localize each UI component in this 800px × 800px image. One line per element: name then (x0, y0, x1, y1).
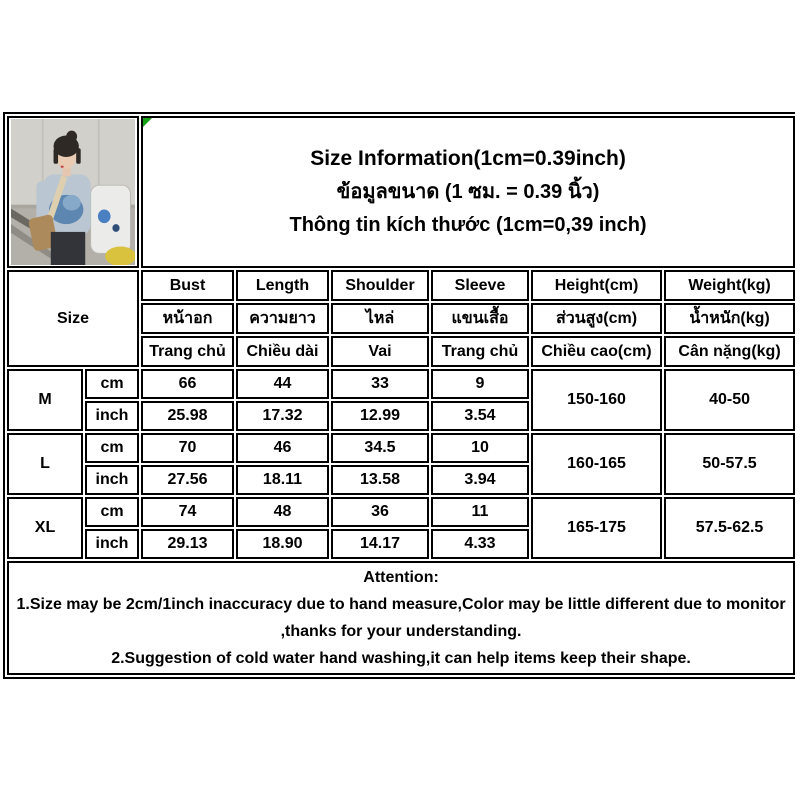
col-header-bust-vi: Trang chủ (141, 336, 234, 367)
cell-xl-length-cm: 48 (236, 497, 329, 527)
cell-xl-shoulder-inch: 14.17 (331, 529, 429, 559)
cell-xl-sleeve-cm: 11 (431, 497, 529, 527)
col-header-weight-th: น้ำหนัก(kg) (664, 303, 795, 334)
col-header-length-vi: Chiều dài (236, 336, 329, 367)
cell-l-height: 160-165 (531, 433, 662, 495)
col-header-sleeve-en: Sleeve (431, 270, 529, 301)
title-thai: ข้อมูลขนาด (1 ซม. = 0.39 นิ้ว) (336, 181, 600, 203)
cell-l-shoulder-inch: 13.58 (331, 465, 429, 495)
title-english: Size Information(1cm=0.39inch) (310, 147, 626, 170)
col-header-height-vi: Chiều cao(cm) (531, 336, 662, 367)
cell-xl-sleeve-inch: 4.33 (431, 529, 529, 559)
cell-l-length-cm: 46 (236, 433, 329, 463)
attention-line-3: 2.Suggestion of cold water hand washing,it can help items keep their shape. (111, 650, 691, 667)
title-vietnamese: Thông tin kích thước (1cm=0,39 inch) (289, 214, 647, 236)
col-header-sleeve-th: แขนเสื้อ (431, 303, 529, 334)
cell-m-sleeve-inch: 3.54 (431, 401, 529, 431)
cell-m-shoulder-inch: 12.99 (331, 401, 429, 431)
cell-xl-bust-inch: 29.13 (141, 529, 234, 559)
cell-m-shoulder-cm: 33 (331, 369, 429, 399)
attention-notes (7, 561, 795, 675)
size-header-cell: Size (7, 270, 139, 367)
attention-line-2: ,thanks for your understanding. (280, 623, 522, 640)
cell-l-sleeve-inch: 3.94 (431, 465, 529, 495)
unit-label-inch: inch (85, 465, 139, 495)
cell-m-bust-inch: 25.98 (141, 401, 234, 431)
col-header-shoulder-en: Shoulder (331, 270, 429, 301)
cell-xl-height: 165-175 (531, 497, 662, 559)
unit-label-inch: inch (85, 401, 139, 431)
col-header-weight-vi: Cân nặng(kg) (664, 336, 795, 367)
title-cell (141, 116, 795, 268)
cell-xl-weight: 57.5-62.5 (664, 497, 795, 559)
size-row-label-l: L (7, 433, 83, 495)
cell-m-length-cm: 44 (236, 369, 329, 399)
col-header-height-th: ส่วนสูง(cm) (531, 303, 662, 334)
unit-label-inch: inch (85, 529, 139, 559)
cell-xl-length-inch: 18.90 (236, 529, 329, 559)
unit-label-cm: cm (85, 369, 139, 399)
product-photo-cell (7, 116, 139, 268)
col-header-shoulder-vi: Vai (331, 336, 429, 367)
unit-label-cm: cm (85, 497, 139, 527)
size-row-label-m: M (7, 369, 83, 431)
size-table (5, 114, 797, 677)
col-header-sleeve-vi: Trang chủ (431, 336, 529, 367)
cell-m-length-inch: 17.32 (236, 401, 329, 431)
attention-heading: Attention: (363, 569, 439, 586)
cell-l-sleeve-cm: 10 (431, 433, 529, 463)
model-photo-illustration (11, 119, 135, 265)
cell-xl-bust-cm: 74 (141, 497, 234, 527)
col-header-length-en: Length (236, 270, 329, 301)
cell-xl-shoulder-cm: 36 (331, 497, 429, 527)
cell-l-shoulder-cm: 34.5 (331, 433, 429, 463)
col-header-height-en: Height(cm) (531, 270, 662, 301)
cell-m-sleeve-cm: 9 (431, 369, 529, 399)
cell-l-weight: 50-57.5 (664, 433, 795, 495)
col-header-bust-th: หน้าอก (141, 303, 234, 334)
col-header-length-th: ความยาว (236, 303, 329, 334)
cell-m-height: 150-160 (531, 369, 662, 431)
cell-m-bust-cm: 66 (141, 369, 234, 399)
cell-m-weight: 40-50 (664, 369, 795, 431)
col-header-bust-en: Bust (141, 270, 234, 301)
cell-l-bust-cm: 70 (141, 433, 234, 463)
model-photo (11, 119, 135, 265)
excel-error-marker-icon (143, 118, 152, 127)
size-chart-sheet (3, 112, 795, 679)
cell-l-bust-inch: 27.56 (141, 465, 234, 495)
attention-line-1: 1.Size may be 2cm/1inch inaccuracy due to hand measure,Color may be little different due to monitor (16, 596, 786, 613)
cell-l-length-inch: 18.11 (236, 465, 329, 495)
col-header-weight-en: Weight(kg) (664, 270, 795, 301)
col-header-shoulder-th: ไหล่ (331, 303, 429, 334)
size-row-label-xl: XL (7, 497, 83, 559)
unit-label-cm: cm (85, 433, 139, 463)
